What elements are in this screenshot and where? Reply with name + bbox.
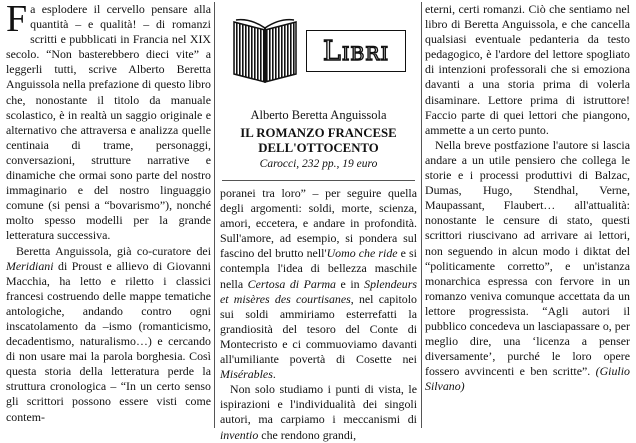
book-title: IL ROMANZO FRANCESE DELL'OTTOCENTO	[240, 126, 397, 155]
article-signature: (Giulio Silvano)	[425, 364, 630, 394]
book-author: Alberto Beretta Anguissola	[250, 108, 387, 122]
column-rule-left	[214, 2, 215, 428]
book-price: 19 euro	[342, 158, 378, 170]
section-label-box	[306, 30, 406, 72]
paragraph-postface: Nella breve postfazione l'autore si lascia andare a un utile pensiero che collega le storie e i processi produttivi di Balzac, Dumas, Hugo, Stendhal, Verne, Maupassant, Flaubert… all'attualità: nonostante le censure di stato, questi scrittori riuscivano ad arrivare ai lettori, non seguendo in alcun modo i diktat del “politicamente corretto”, e un'istanza monarchica espressa con fervore in un romanzo veniva comunque accettata da un lettore progressista. “Agli autori il pubblico concedeva un lasciapassare o, per meglio dire, una ‘licenza a penser diversamente’, purché le loro opere fossero avvincenti e ben scritte”. (Giulio Silvano)	[425, 137, 630, 394]
section-label: Libri	[322, 35, 390, 67]
article-column-left	[6, 2, 211, 425]
book-publication-info	[220, 158, 417, 170]
article-column-middle	[220, 186, 417, 443]
paragraph-intro: Fa esplodere il cervello pensare alla quantità – e qualità! – di romanzi scritti e pubblicati in Francia nel XIX secolo. “Non basterebbero dieci vite” a leggerli tutti, scrive Alberto Beretta Anguissola nella prefazione di questo libro che, nonostante il titolo da manuale scolastico, è in realtà un saggio originale e alternativo che attraversa e analizza quelle centinaia di trame, personaggi, conversazioni, strutture narrative e dinamiche che ormai sono parte del nostro immaginario e del nostro linguaggio comune (si pensi a “bovarismo”), nonché molto spesso modelli per la grande letteratura successiva.	[6, 0, 211, 243]
book-info	[220, 108, 417, 170]
section-masthead	[220, 4, 417, 104]
column-rule-right	[421, 2, 422, 428]
paragraph-inventio: Non solo studiamo i punti di vista, le ispirazioni e l'individualità dei singoli autori, ma carpiamo i meccanismi di inventio che rendono grandi,	[220, 382, 417, 442]
article-column-right	[425, 2, 630, 394]
open-book-icon	[230, 16, 300, 88]
book-publisher: Carocci, 232 pp.,	[259, 158, 340, 170]
book-info-rule	[222, 180, 415, 181]
paragraph-themes: poranei tra loro” – per seguire quella degli argomenti: soldi, morte, scienza, amori, eccetera, e andare in profondità. Sull'amore, ad esempio, si pondera sul fascino del brutto nell'Uomo che ride e si contempla l'idea di bellezza maschile nella Certosa di Parma e in Splendeurs et misères des courtisanes, nel capitolo sui soldi ammiriamo esterrefatti la grandiosità del tesoro del Conte di Montecristo e ci commuoviamo davanti all'umiliante povertà di Cosette nei Misérables.	[220, 186, 418, 382]
paragraph-ardor: eterni, certi romanzi. Ciò che sentiamo nel libro di Beretta Anguissola, e che cancella qualsiasi eventuale pedanteria da testo pedagogico, è l'ardore del lettore spogliato di intenzioni professorali che si emoziona davanti a una storia prima di volerla disaminare. Lettore prima di istruttore! Faccio parte di quei lettori che piangono, ammette a un certo punto.	[425, 2, 630, 137]
paragraph-author-background: Beretta Anguissola, già co-curatore dei Meridiani di Proust e allievo di Giovanni Macchia, ha letto e riletto i classici francesi costruendo delle mappe tematiche antologiche, andando contro ogni inscatolamento da –ismo (romanticismo, decadentismo, naturalismo…) e cercando di non usare mai la parola borghesia. Così questa storia della letteratura perde la struttura cronologica – “In un certo senso gli scrittori possono essere visti come contem-	[6, 243, 211, 424]
drop-cap: F	[6, 0, 28, 40]
